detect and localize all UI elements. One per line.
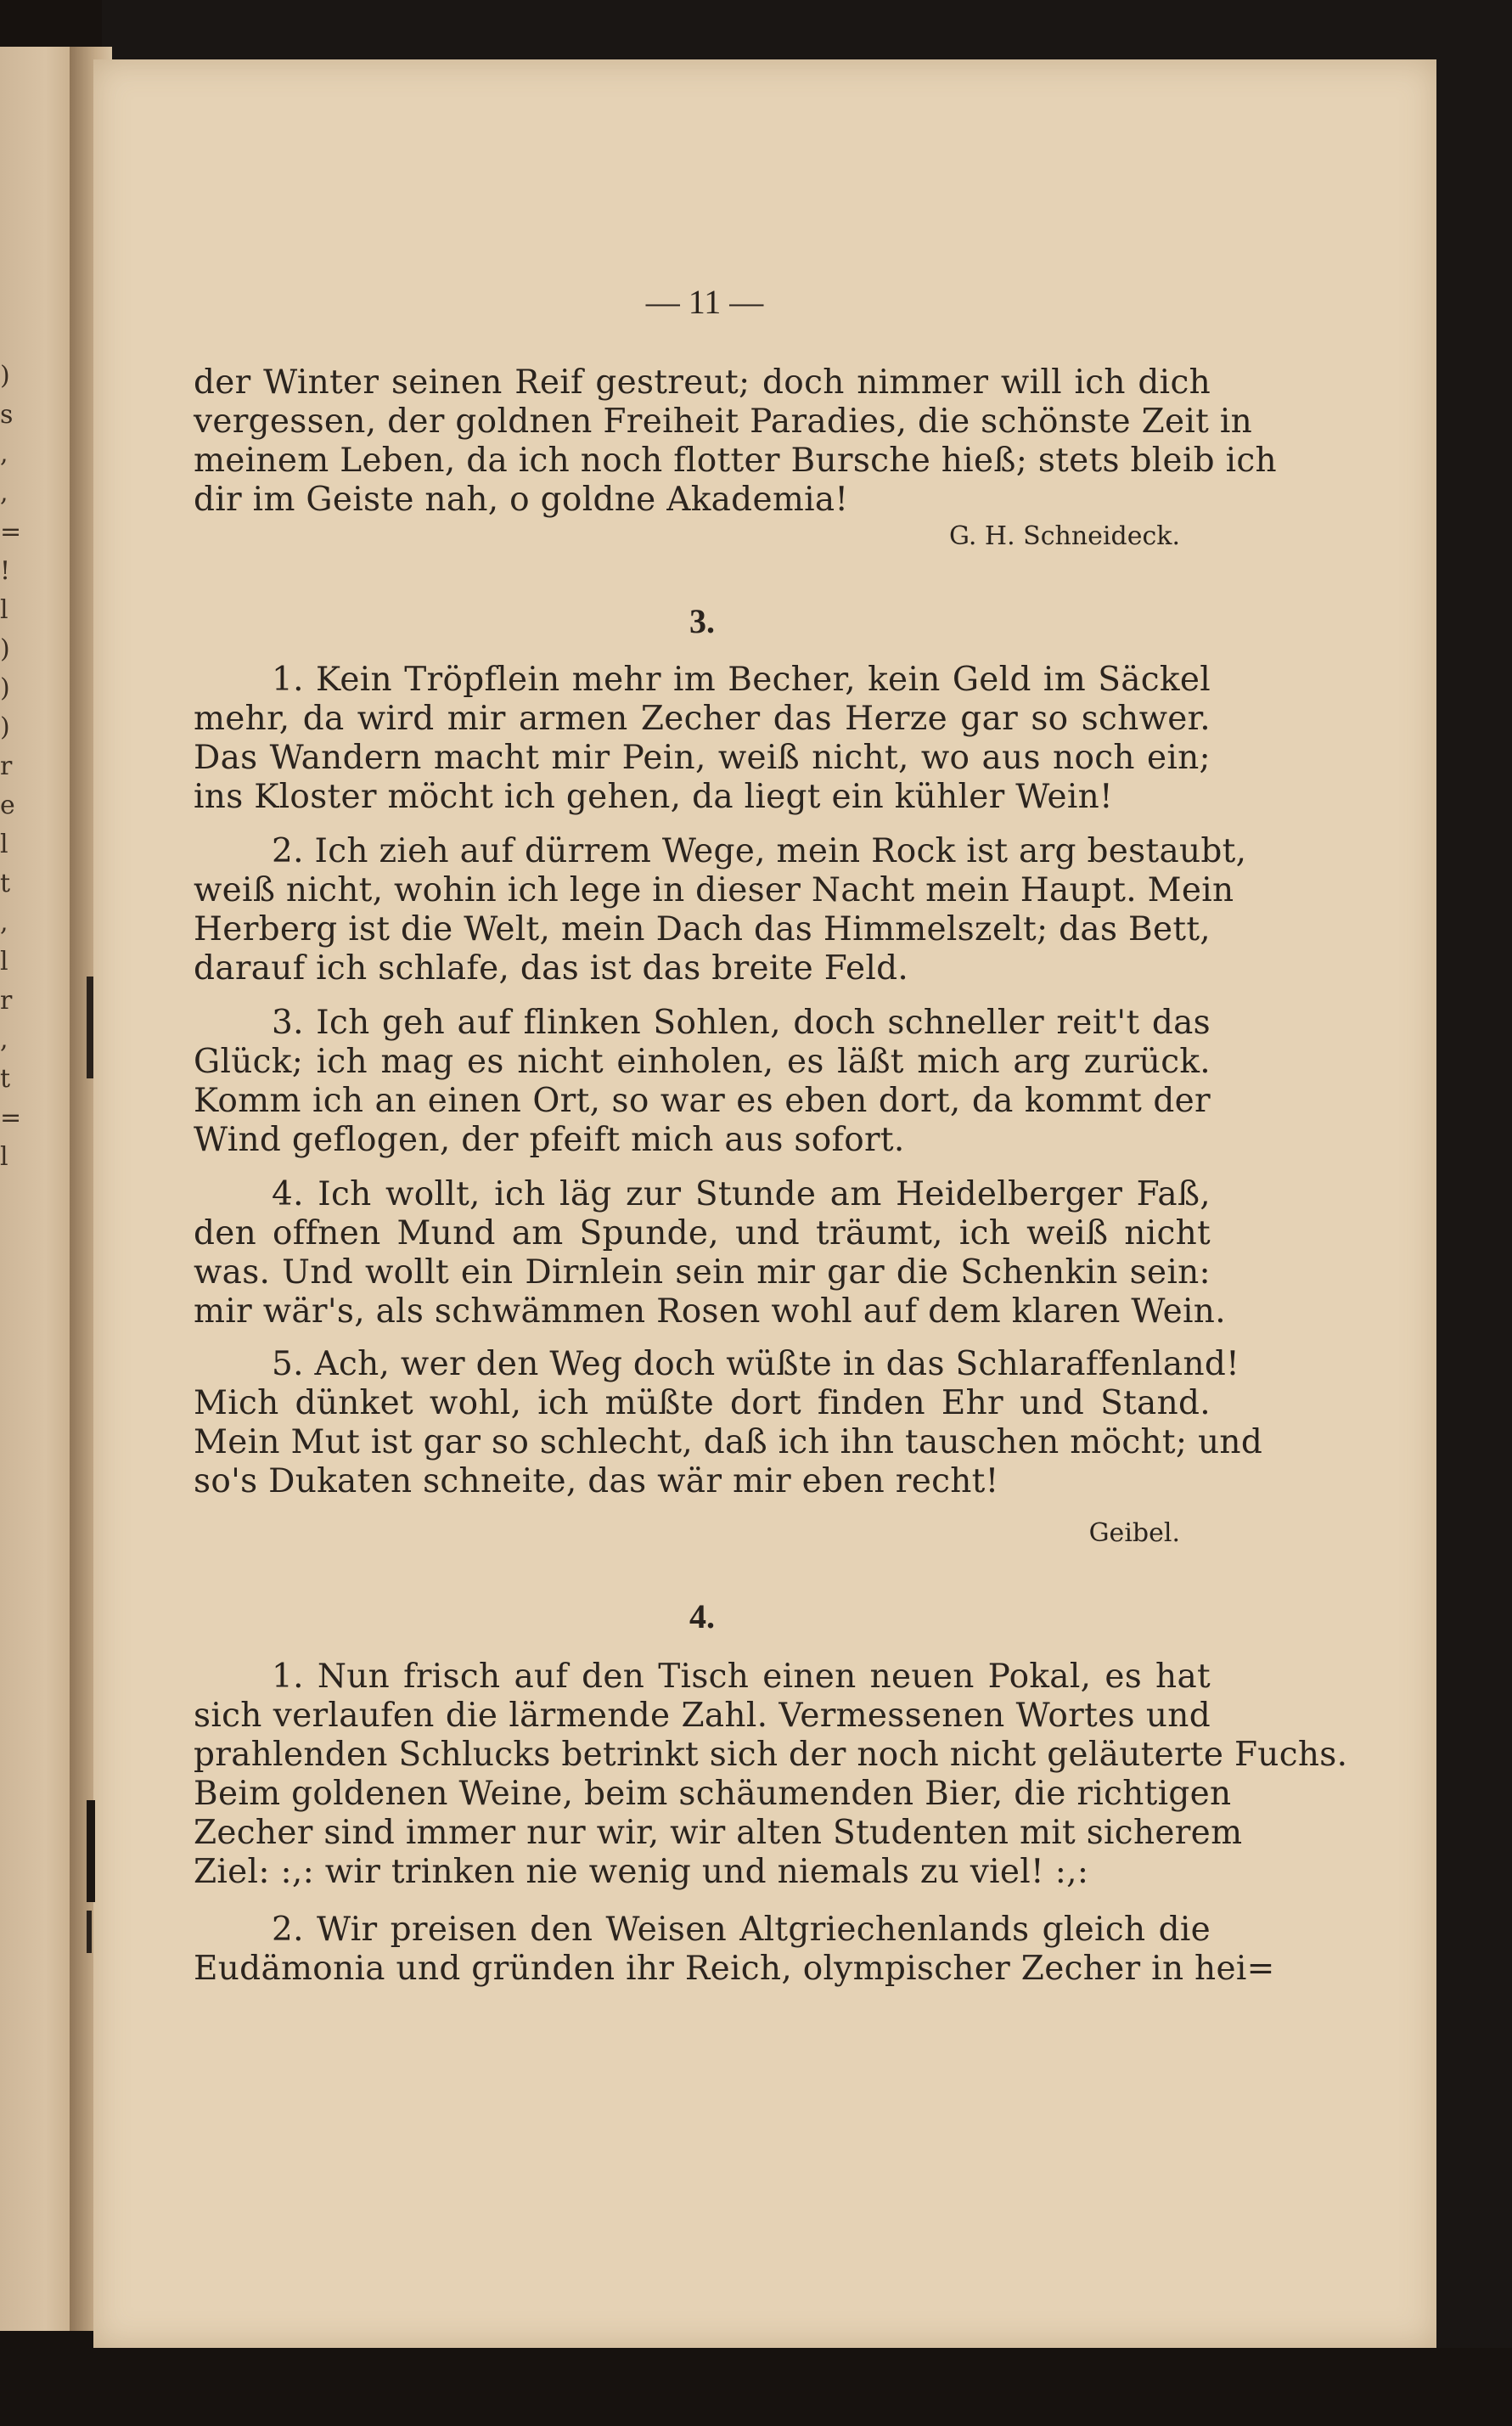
text-line: Herberg ist die Welt, mein Dach das Himmelszelt; das Bett, (194, 910, 1211, 948)
previous-page-fragment: e (0, 791, 15, 820)
previous-page-fragment: r (0, 986, 13, 1016)
previous-page-fragment: t (0, 869, 11, 898)
previous-page-fragment: l (0, 1142, 8, 1172)
previous-page-fragment: ) (0, 712, 10, 742)
text-line: 1. Kein Tröpflein mehr im Becher, kein Geld im Säckel (272, 661, 1211, 699)
text-line: weiß nicht, wohin ich lege in dieser Nacht mein Haupt. Mein (194, 871, 1234, 909)
author-attribution: Geibel. (1088, 1518, 1180, 1548)
previous-page-fragments (0, 357, 22, 1177)
section-heading: 3. (689, 602, 715, 640)
page-number: — 11 — (645, 283, 764, 321)
previous-page-fragment: = (0, 1103, 22, 1133)
text-line: 1. Nun frisch auf den Tisch einen neuen Pokal, es hat (272, 1658, 1211, 1696)
text-line: 2. Wir preisen den Weisen Altgriechenlands gleich die (272, 1911, 1211, 1949)
spine-mark (87, 1911, 92, 1953)
text-line: Das Wandern macht mir Pein, weiß nicht, wo aus noch ein; (194, 739, 1211, 777)
previous-page-fragment: , (0, 908, 8, 937)
text-line: den offnen Mund am Spunde, und träumt, ich weiß nicht (194, 1214, 1211, 1252)
author-attribution: G. H. Schneideck. (948, 521, 1180, 551)
section-heading: 4. (689, 1597, 715, 1635)
text-line: so's Dukaten schneite, das wär mir eben recht! (194, 1462, 999, 1500)
text-line: Mich dünket wohl, ich müßte dort finden Ehr und Stand. (194, 1384, 1211, 1422)
text-line: 3. Ich geh auf flinken Sohlen, doch schneller reit't das (272, 1004, 1211, 1042)
text-line: Ziel: :,: wir trinken nie wenig und niemals zu viel! :,: (194, 1853, 1089, 1891)
text-line: mehr, da wird mir armen Zecher das Herze gar so schwer. (194, 700, 1211, 738)
previous-page-fragment: t (0, 1064, 11, 1094)
text-line: sich verlaufen die lärmende Zahl. Vermessenen Wortes und (194, 1697, 1211, 1735)
text-line: der Winter seinen Reif gestreut; doch nimmer will ich dich (194, 363, 1211, 402)
previous-page-fragment: l (0, 595, 8, 625)
text-line: meinem Leben, da ich noch flotter Bursche hieß; stets bleib ich (194, 442, 1277, 480)
text-line: Beim goldenen Weine, beim schäumenden Bier, die richtigen (194, 1775, 1232, 1813)
text-line: was. Und wollt ein Dirnlein sein mir gar die Schenkin sein: (194, 1253, 1211, 1292)
previous-page-fragment: r (0, 751, 13, 781)
previous-page-fragment: ) (0, 634, 10, 664)
text-line: prahlenden Schlucks betrinkt sich der noch nicht geläuterte Fuchs. (194, 1736, 1348, 1774)
spine-mark (87, 977, 93, 1078)
text-line: Mein Mut ist gar so schlecht, daß ich ihn tauschen möcht; und (194, 1423, 1263, 1461)
text-line: vergessen, der goldnen Freiheit Paradies, die schönste Zeit in (194, 402, 1253, 441)
text-line: ins Kloster möcht ich gehen, da liegt ein kühler Wein! (194, 778, 1114, 816)
spine-mark (87, 1800, 95, 1902)
text-line: Komm ich an einen Ort, so war es eben dort, da kommt der (194, 1082, 1211, 1120)
text-line: mir wär's, als schwämmen Rosen wohl auf dem klaren Wein. (194, 1292, 1226, 1331)
previous-page-fragment: ) (0, 361, 10, 391)
previous-page-fragment: l (0, 830, 8, 859)
previous-page-fragment: ) (0, 673, 10, 703)
text-line: Glück; ich mag es nicht einholen, es läßt mich arg zurück. (194, 1043, 1211, 1081)
previous-page-fragment: = (0, 517, 22, 547)
previous-page-fragment: s (0, 400, 14, 430)
text-line: Zecher sind immer nur wir, wir alten Studenten mit sicherem (194, 1814, 1243, 1852)
text-line: 2. Ich zieh auf dürrem Wege, mein Rock ist arg bestaubt, (272, 832, 1247, 870)
previous-page-fragment: l (0, 947, 8, 977)
text-line: dir im Geiste nah, o goldne Akademia! (194, 481, 849, 519)
previous-page-fragment: , (0, 439, 8, 469)
text-line: 4. Ich wollt, ich läg zur Stunde am Heidelberger Faß, (272, 1175, 1211, 1213)
text-line: Eudämonia und gründen ihr Reich, olympischer Zecher in hei= (194, 1950, 1275, 1988)
scan-background-bottom (0, 2348, 1512, 2426)
previous-page-fragment: , (0, 1025, 8, 1055)
text-line: 5. Ach, wer den Weg doch wüßte in das Schlaraffenland! (272, 1345, 1240, 1383)
previous-page-fragment: ! (0, 556, 11, 586)
text-line: Wind geflogen, der pfeift mich aus sofort. (194, 1121, 905, 1159)
previous-page-fragment: , (0, 478, 8, 508)
text-line: darauf ich schlafe, das ist das breite Feld. (194, 949, 909, 988)
